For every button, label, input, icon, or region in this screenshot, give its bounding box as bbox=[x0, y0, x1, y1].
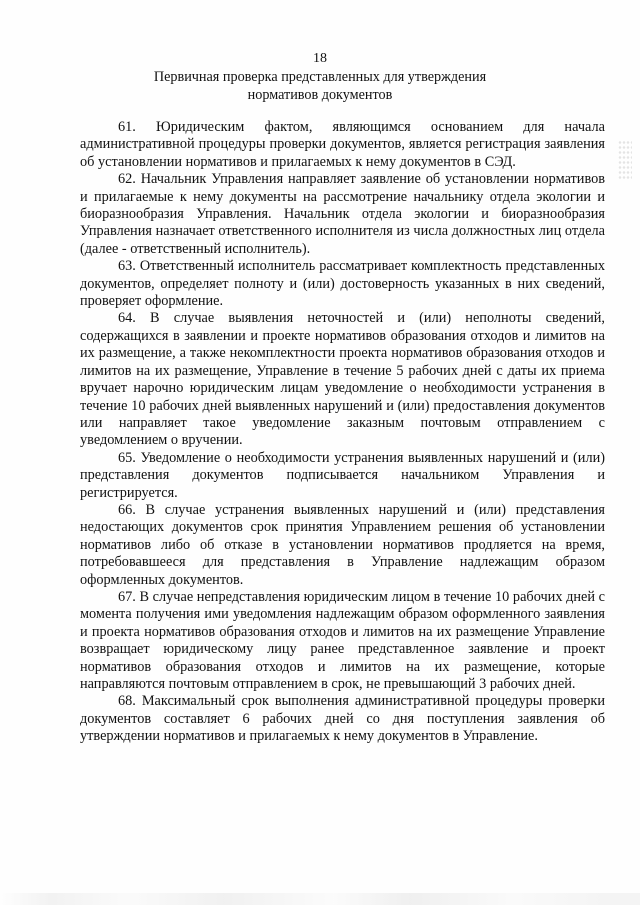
paragraph-64: 64. В случае выявления неточностей и (или) неполноты сведений, содержащихся в заявлении и проекте нормативов образования отходов и лимитов на их размещение, а также некомплектности проекта нормативов образования отходов и лимитов на их размещение, Управление в течение 5 рабочих дней с даты их приема вручает нарочно юридическим лицам уведомление о необходимости устранения в течение 10 рабочих дней выявленных нарушений и (или) предоставления документов или направляет такое уведомление заказным почтовым отправлением с уведомлением о вручении. bbox=[80, 310, 605, 449]
paragraph-61: 61. Юридическим фактом, являющимся основанием для начала административной процедуры проверки документов, является регистрация заявления об установлении нормативов и прилагаемых к нему документов в СЭД. bbox=[80, 119, 605, 170]
scan-artifact bbox=[618, 140, 632, 180]
paragraph-68: 68. Максимальный срок выполнения административной процедуры проверки документов составляет 6 рабочих дней со дня поступления заявления об утверждении нормативов и прилагаемых к нему документов в Управление. bbox=[80, 693, 605, 745]
scan-edge-noise bbox=[0, 893, 640, 905]
paragraph-66: 66. В случае устранения выявленных нарушений и (или) представления недостающих документов срок принятия Управлением решения об установлении нормативов либо об отказе в установлении нормативов продляется на время, потребовавшееся для представления в Управление надлежащим образом оформленных документов. bbox=[80, 501, 605, 588]
paragraph-62: 62. Начальник Управления направляет заявление об установлении нормативов и прилагаемые к нему документы на рассмотрение начальнику отдела экологии и биоразнообразия Управления. Начальник отдела экологии и биоразнообразия Управления назначает ответственного исполнителя из числа должностных лиц отдела (далее - ответственный исполнитель). bbox=[80, 171, 605, 257]
section-title: Первичная проверка представленных для утверждения нормативов документов bbox=[153, 69, 487, 103]
page-number: 18 bbox=[313, 51, 327, 66]
document-body bbox=[80, 119, 605, 746]
paragraph-65: 65. Уведомление о необходимости устранения выявленных нарушений и (или) представления документов подписывается начальником Управления и регистрируется. bbox=[80, 449, 605, 501]
paragraph-63: 63. Ответственный исполнитель рассматривает комплектность представленных документов, определяет полноту и (или) достоверность указанных в них сведений, проверяет оформление. bbox=[80, 258, 605, 310]
paragraph-67: 67. В случае непредставления юридическим лицом в течение 10 рабочих дней с момента получения ими уведомления надлежащим образом оформленного заявления и проекта нормативов образования отходов и лимитов на их размещение Управление возвращает юридическому лицу ранее представленное заявление и проект нормативов образования отходов и лимитов на их размещение, которые направляются почтовым отправлением в срок, не превышающий 3 рабочих дней. bbox=[80, 588, 605, 692]
